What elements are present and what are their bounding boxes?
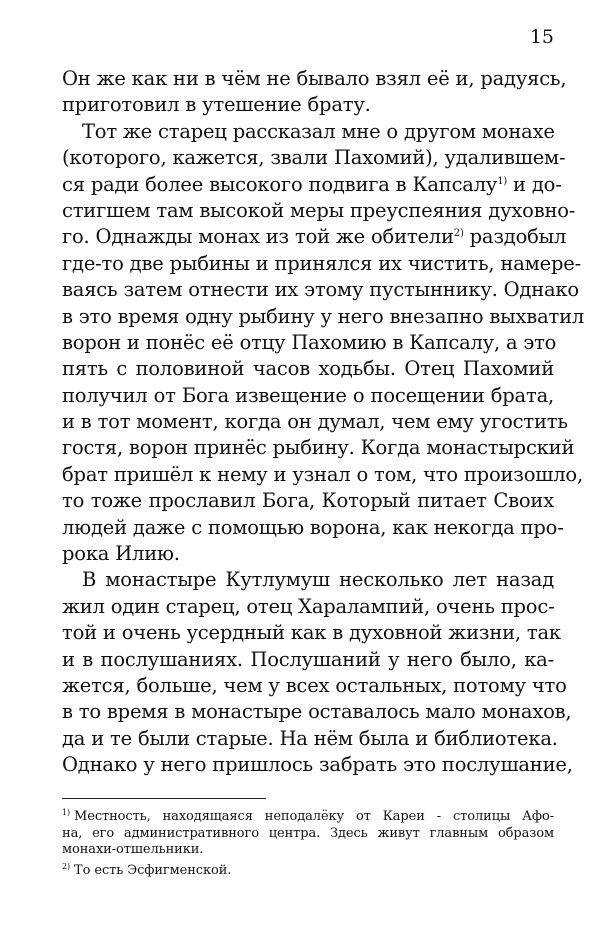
text-line: жил один старец, отец Харалампий, очень прос- xyxy=(62,594,555,618)
text-line: пять с половиной часов ходьбы. Отец Пахомий xyxy=(62,357,554,381)
footnote-marker-2: 2) xyxy=(62,861,71,871)
text-line: рока Илию. xyxy=(62,542,180,566)
text-line: получил от Бога извещение о посещении брата, xyxy=(62,383,554,407)
text-line: жется, больше, чем у всех остальных, потому что xyxy=(62,673,567,697)
footnote-line xyxy=(62,809,554,826)
text-line: и в тот момент, когда он думал, чем ему угостить xyxy=(62,410,568,434)
text-line: в то время в монастыре оставалось мало монахов, xyxy=(62,700,572,724)
text-line: той и очень усердный как в духовной жизни, так xyxy=(62,621,561,645)
text-segment: и до- xyxy=(507,172,562,196)
text-line: то тоже прославил Бога, Который питает Своих xyxy=(62,489,554,513)
page-number: 15 xyxy=(529,26,554,48)
text-line: Тот же старец рассказал мне о другом монахе xyxy=(82,119,555,143)
footnote-marker-1: 1) xyxy=(62,808,71,817)
text-line xyxy=(62,172,562,198)
text-line: да и те были старые. На нём была и библиотека. xyxy=(62,726,558,750)
text-line: Однако у него пришлось забрать это послушание, xyxy=(62,753,573,777)
footnote-separator xyxy=(62,798,266,799)
text-line: приготовил в утешение брату. xyxy=(62,93,371,117)
footnote-ref-1: 1) xyxy=(497,175,508,187)
text-line: В монастыре Кутлумуш несколько лет назад xyxy=(82,568,554,592)
footnote-ref-2: 2) xyxy=(453,228,464,240)
text-segment: го. Однажды монах из той же обители xyxy=(62,225,454,249)
text-line: людей даже с помощью ворона, как некогда про- xyxy=(62,515,564,539)
text-line: брат пришёл к нему и узнал о том, что произошло, xyxy=(62,462,583,486)
text-line xyxy=(62,224,567,250)
footnote-line xyxy=(62,863,554,880)
footnote-line: на, его административного центра. Здесь живут главным образом xyxy=(62,825,554,841)
text-line: Он же как ни в чём не бывало взял её и, радуясь, xyxy=(62,67,567,90)
text-line: стигшем там высокой меры преуспеяния духовно- xyxy=(62,198,576,222)
footnote-line: монахи-отшельники. xyxy=(62,842,204,857)
text-line: и в послушаниях. Послушаний у него было, ка- xyxy=(62,647,554,671)
text-line: ваясь затем отнести их этому пустыннику. Однако xyxy=(62,278,579,302)
footnote-text: То есть Эсфигменской. xyxy=(74,862,232,878)
text-line: в это время одну рыбину у него внезапно выхватил xyxy=(62,304,585,328)
text-line: гостя, ворон принёс рыбину. Когда монастырский xyxy=(62,436,575,460)
text-line: ворон и понёс её отцу Пахомию в Капсалу, а это xyxy=(62,330,557,354)
footnotes xyxy=(62,809,554,879)
footnote-text: Местность, находящаяся неподалёку от Кареи - столицы Афо- xyxy=(74,809,554,824)
text-line: (которого, кажется, звали Пахомий), удалившем- xyxy=(62,146,566,170)
text-segment: ся ради более высокого подвига в Капсалу xyxy=(62,172,498,196)
text-line: где-то две рыбины и принялся их чистить, намере- xyxy=(62,251,581,275)
text-segment: раздобыл xyxy=(463,225,567,249)
body-text xyxy=(62,66,585,779)
